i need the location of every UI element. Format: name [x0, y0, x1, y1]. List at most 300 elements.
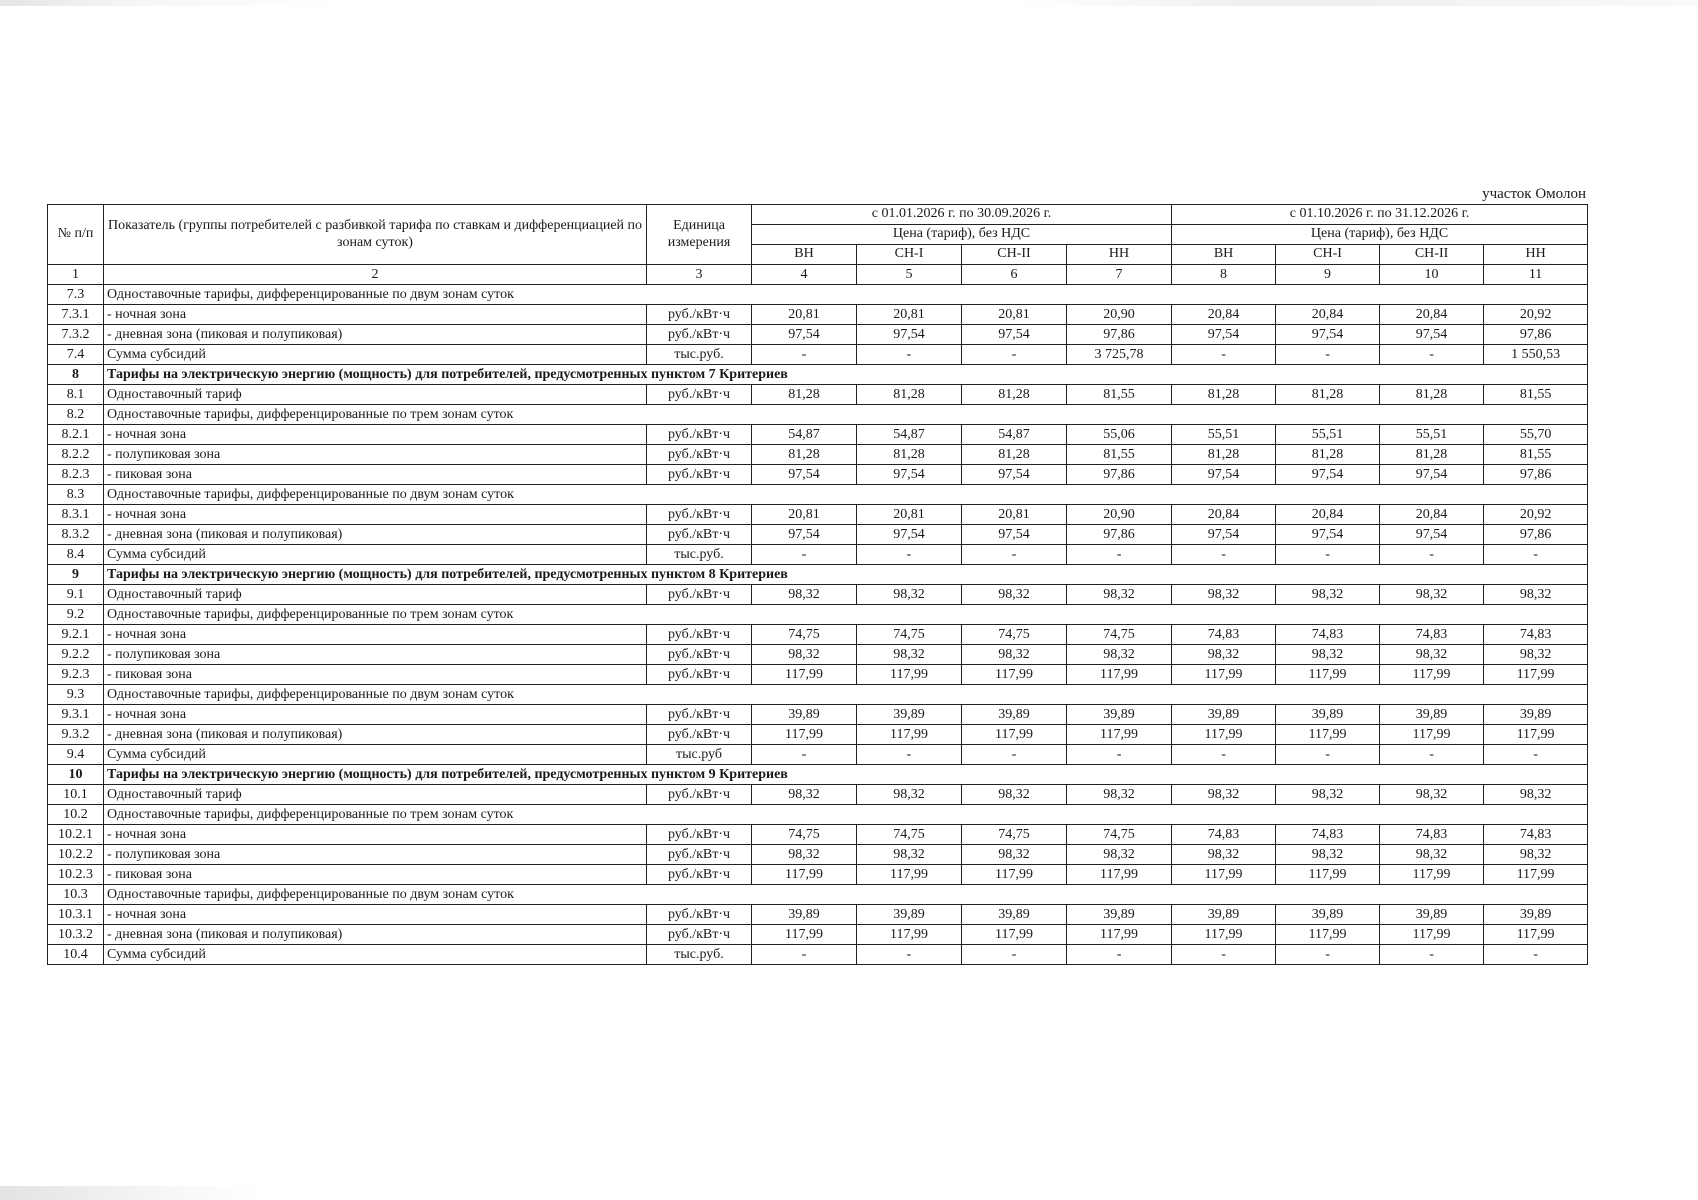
table-row — [48, 785, 1588, 805]
tariff-value: - — [1276, 545, 1380, 565]
row-label: - пиковая зона — [104, 465, 647, 485]
table-body — [48, 265, 1588, 965]
header-price-1: Цена (тариф), без НДС — [752, 225, 1172, 245]
tariff-value: 20,81 — [857, 305, 962, 325]
tariff-value: 117,99 — [1172, 925, 1276, 945]
tariff-value: 97,54 — [857, 325, 962, 345]
tariff-value: 81,55 — [1067, 385, 1172, 405]
group-title: Одноставочные тарифы, дифференцированные по двум зонам суток — [104, 485, 1588, 505]
tariff-value: - — [1380, 345, 1484, 365]
row-label: Сумма субсидий — [104, 545, 647, 565]
tariff-value: 20,92 — [1484, 305, 1588, 325]
table-row — [48, 585, 1588, 605]
header-level: ВН — [1172, 245, 1276, 265]
tariff-value: 117,99 — [752, 725, 857, 745]
tariff-value: 55,51 — [1380, 425, 1484, 445]
tariff-value: 39,89 — [1380, 705, 1484, 725]
tariff-value: 98,32 — [752, 585, 857, 605]
row-number: 10.4 — [48, 945, 104, 965]
row-number: 10.2 — [48, 805, 104, 825]
group-row — [48, 605, 1588, 625]
table-row — [48, 665, 1588, 685]
tariff-value: 74,75 — [962, 825, 1067, 845]
header-level: СН-I — [1276, 245, 1380, 265]
header-level: ВН — [752, 245, 857, 265]
row-number: 7.3.1 — [48, 305, 104, 325]
row-number: 10.2.3 — [48, 865, 104, 885]
tariff-value: 97,54 — [1172, 525, 1276, 545]
section-row — [48, 765, 1588, 785]
row-number: 10.1 — [48, 785, 104, 805]
row-unit: руб./кВт·ч — [647, 665, 752, 685]
column-number: 8 — [1172, 265, 1276, 285]
row-label: Сумма субсидий — [104, 945, 647, 965]
tariff-value: - — [1276, 345, 1380, 365]
tariff-value: 97,54 — [857, 525, 962, 545]
row-unit: руб./кВт·ч — [647, 465, 752, 485]
row-number: 9.4 — [48, 745, 104, 765]
tariff-value: 98,32 — [1172, 585, 1276, 605]
tariff-value: 39,89 — [1172, 705, 1276, 725]
row-unit: руб./кВт·ч — [647, 825, 752, 845]
row-label: - ночная зона — [104, 505, 647, 525]
tariff-value: 117,99 — [752, 865, 857, 885]
row-number: 9.3.2 — [48, 725, 104, 745]
tariff-value: - — [962, 745, 1067, 765]
tariff-value: 97,86 — [1484, 525, 1588, 545]
tariff-value: 39,89 — [857, 705, 962, 725]
tariff-value: 39,89 — [1172, 905, 1276, 925]
tariff-value: 98,32 — [752, 845, 857, 865]
row-number: 10.2.2 — [48, 845, 104, 865]
tariff-value: 97,54 — [962, 325, 1067, 345]
tariff-value: 117,99 — [962, 865, 1067, 885]
tariff-value: 117,99 — [1484, 925, 1588, 945]
scan-edge-top — [0, 0, 1698, 6]
tariff-value: 117,99 — [1484, 865, 1588, 885]
row-label: - дневная зона (пиковая и полупиковая) — [104, 925, 647, 945]
tariff-table — [47, 204, 1588, 965]
tariff-value: 74,75 — [752, 825, 857, 845]
tariff-value: - — [1172, 545, 1276, 565]
row-label: Сумма субсидий — [104, 345, 647, 365]
tariff-value: 74,83 — [1172, 825, 1276, 845]
tariff-value: 97,54 — [1172, 465, 1276, 485]
tariff-value: 74,83 — [1380, 825, 1484, 845]
tariff-value: 98,32 — [1380, 585, 1484, 605]
row-number: 9.1 — [48, 585, 104, 605]
tariff-value: 74,83 — [1276, 825, 1380, 845]
row-number: 9.2.1 — [48, 625, 104, 645]
row-number: 10.3.2 — [48, 925, 104, 945]
tariff-value: 117,99 — [1172, 665, 1276, 685]
tariff-value: 97,54 — [1380, 325, 1484, 345]
group-title: Одноставочные тарифы, дифференцированные по двум зонам суток — [104, 685, 1588, 705]
row-label: - ночная зона — [104, 305, 647, 325]
group-title: Одноставочные тарифы, дифференцированные по трем зонам суток — [104, 405, 1588, 425]
tariff-value: 20,81 — [962, 505, 1067, 525]
row-unit: руб./кВт·ч — [647, 925, 752, 945]
tariff-value: 117,99 — [1067, 925, 1172, 945]
row-unit: руб./кВт·ч — [647, 445, 752, 465]
tariff-value: 117,99 — [857, 665, 962, 685]
row-unit: руб./кВт·ч — [647, 305, 752, 325]
tariff-value: - — [962, 345, 1067, 365]
tariff-value: 117,99 — [752, 665, 857, 685]
tariff-value: - — [857, 345, 962, 365]
row-number: 9.2.2 — [48, 645, 104, 665]
column-number: 11 — [1484, 265, 1588, 285]
tariff-value: - — [1380, 945, 1484, 965]
tariff-value: 98,32 — [1276, 645, 1380, 665]
tariff-value: 20,84 — [1380, 505, 1484, 525]
tariff-value: 97,54 — [752, 465, 857, 485]
tariff-value: - — [962, 545, 1067, 565]
tariff-value: 117,99 — [1276, 925, 1380, 945]
row-unit: тыс.руб — [647, 745, 752, 765]
tariff-value: 39,89 — [1067, 705, 1172, 725]
header-level: СН-II — [962, 245, 1067, 265]
tariff-value: - — [1067, 745, 1172, 765]
tariff-value: 97,54 — [1380, 525, 1484, 545]
tariff-value: 20,84 — [1276, 505, 1380, 525]
table-row — [48, 905, 1588, 925]
section-row — [48, 565, 1588, 585]
tariff-value: - — [1380, 545, 1484, 565]
tariff-value: 74,75 — [857, 825, 962, 845]
column-number: 6 — [962, 265, 1067, 285]
tariff-value: - — [857, 745, 962, 765]
tariff-value: 97,54 — [857, 465, 962, 485]
tariff-value: 117,99 — [857, 725, 962, 745]
tariff-value: - — [1172, 945, 1276, 965]
row-number: 8 — [48, 365, 104, 385]
tariff-value: - — [1067, 945, 1172, 965]
tariff-value: - — [1067, 545, 1172, 565]
tariff-value: 39,89 — [1484, 905, 1588, 925]
tariff-value: - — [857, 945, 962, 965]
tariff-value: - — [1276, 945, 1380, 965]
row-unit: руб./кВт·ч — [647, 525, 752, 545]
table-row — [48, 445, 1588, 465]
row-label: - полупиковая зона — [104, 845, 647, 865]
table-row — [48, 645, 1588, 665]
row-number: 10.3 — [48, 885, 104, 905]
column-number: 4 — [752, 265, 857, 285]
tariff-value: 117,99 — [1067, 665, 1172, 685]
tariff-value: 74,75 — [857, 625, 962, 645]
tariff-value: 98,32 — [857, 845, 962, 865]
row-number: 8.3.1 — [48, 505, 104, 525]
group-title: Одноставочные тарифы, дифференцированные по трем зонам суток — [104, 805, 1588, 825]
tariff-value: 98,32 — [1172, 845, 1276, 865]
tariff-value: 98,32 — [1067, 845, 1172, 865]
tariff-value: 117,99 — [1484, 725, 1588, 745]
tariff-value: - — [752, 345, 857, 365]
table-header — [48, 205, 1588, 265]
tariff-value: - — [1484, 545, 1588, 565]
row-label: - дневная зона (пиковая и полупиковая) — [104, 525, 647, 545]
tariff-value: 98,32 — [1380, 845, 1484, 865]
tariff-value: 74,75 — [1067, 825, 1172, 845]
table-row — [48, 325, 1588, 345]
header-period-2: с 01.10.2026 г. по 31.12.2026 г. — [1172, 205, 1588, 225]
group-row — [48, 405, 1588, 425]
row-label: - ночная зона — [104, 705, 647, 725]
table-row — [48, 305, 1588, 325]
tariff-value: 117,99 — [1484, 665, 1588, 685]
row-number: 9.3.1 — [48, 705, 104, 725]
group-title: Одноставочные тарифы, дифференцированные по двум зонам суток — [104, 285, 1588, 305]
table-row — [48, 525, 1588, 545]
column-number: 5 — [857, 265, 962, 285]
tariff-value: 98,32 — [962, 645, 1067, 665]
row-number: 8.2.1 — [48, 425, 104, 445]
row-number: 8.1 — [48, 385, 104, 405]
group-row — [48, 485, 1588, 505]
tariff-value: 117,99 — [962, 925, 1067, 945]
tariff-value: 98,32 — [962, 845, 1067, 865]
tariff-value: 74,75 — [1067, 625, 1172, 645]
row-number: 9.3 — [48, 685, 104, 705]
row-number: 10.2.1 — [48, 825, 104, 845]
row-label: - ночная зона — [104, 625, 647, 645]
tariff-value: - — [1276, 745, 1380, 765]
tariff-value: 20,81 — [857, 505, 962, 525]
tariff-value: 20,84 — [1380, 305, 1484, 325]
tariff-value: 97,86 — [1067, 525, 1172, 545]
tariff-value: 74,83 — [1484, 625, 1588, 645]
tariff-value: - — [752, 545, 857, 565]
tariff-value: 81,28 — [1276, 385, 1380, 405]
column-number-row — [48, 265, 1588, 285]
header-unit: Единица измерения — [647, 205, 752, 265]
row-unit: руб./кВт·ч — [647, 325, 752, 345]
tariff-value: 81,28 — [857, 445, 962, 465]
column-number: 7 — [1067, 265, 1172, 285]
tariff-value: 98,32 — [1484, 645, 1588, 665]
header-level: НН — [1067, 245, 1172, 265]
column-number: 2 — [104, 265, 647, 285]
table-row — [48, 945, 1588, 965]
row-unit: руб./кВт·ч — [647, 625, 752, 645]
header-num: № п/п — [48, 205, 104, 265]
row-unit: тыс.руб. — [647, 345, 752, 365]
tariff-value: 20,84 — [1172, 505, 1276, 525]
tariff-value: 117,99 — [1380, 725, 1484, 745]
row-label: - ночная зона — [104, 905, 647, 925]
tariff-value: 81,55 — [1484, 385, 1588, 405]
tariff-value: 98,32 — [1172, 645, 1276, 665]
row-label: Одноставочный тариф — [104, 785, 647, 805]
row-number: 8.2 — [48, 405, 104, 425]
tariff-value: 20,81 — [752, 505, 857, 525]
tariff-value: 98,32 — [752, 645, 857, 665]
tariff-value: 117,99 — [1067, 865, 1172, 885]
tariff-value: 117,99 — [1276, 865, 1380, 885]
tariff-value: 117,99 — [1172, 725, 1276, 745]
tariff-value: 20,81 — [752, 305, 857, 325]
tariff-value: 74,83 — [1484, 825, 1588, 845]
row-number: 7.4 — [48, 345, 104, 365]
table-row — [48, 505, 1588, 525]
row-label: Одноставочный тариф — [104, 585, 647, 605]
tariff-value: 74,83 — [1380, 625, 1484, 645]
tariff-value: 81,28 — [1380, 445, 1484, 465]
tariff-value: 97,86 — [1067, 325, 1172, 345]
row-unit: тыс.руб. — [647, 945, 752, 965]
tariff-value: 54,87 — [752, 425, 857, 445]
column-number: 9 — [1276, 265, 1380, 285]
tariff-value: 39,89 — [1276, 905, 1380, 925]
row-unit: руб./кВт·ч — [647, 785, 752, 805]
header-price-2: Цена (тариф), без НДС — [1172, 225, 1588, 245]
group-title: Одноставочные тарифы, дифференцированные по трем зонам суток — [104, 605, 1588, 625]
table-row — [48, 385, 1588, 405]
tariff-value: 98,32 — [857, 645, 962, 665]
table-row — [48, 745, 1588, 765]
tariff-value: 39,89 — [962, 705, 1067, 725]
tariff-value: 117,99 — [1276, 725, 1380, 745]
tariff-value: 117,99 — [1172, 865, 1276, 885]
group-title: Одноставочные тарифы, дифференцированные по двум зонам суток — [104, 885, 1588, 905]
table-row — [48, 625, 1588, 645]
section-title: Тарифы на электрическую энергию (мощность) для потребителей, предусмотренных пунктом 9 Критериев — [104, 765, 1588, 785]
row-unit: руб./кВт·ч — [647, 725, 752, 745]
table-row — [48, 865, 1588, 885]
tariff-value: 98,32 — [1380, 645, 1484, 665]
row-number: 9.2 — [48, 605, 104, 625]
tariff-value: 98,32 — [962, 785, 1067, 805]
tariff-value: 81,28 — [1380, 385, 1484, 405]
row-number: 8.3 — [48, 485, 104, 505]
row-unit: руб./кВт·ч — [647, 505, 752, 525]
row-label: - пиковая зона — [104, 665, 647, 685]
tariff-value: 81,28 — [962, 385, 1067, 405]
row-label: - пиковая зона — [104, 865, 647, 885]
group-row — [48, 285, 1588, 305]
tariff-value: 117,99 — [962, 725, 1067, 745]
tariff-value: 97,54 — [752, 325, 857, 345]
tariff-value: 98,32 — [1276, 585, 1380, 605]
tariff-value: - — [752, 945, 857, 965]
row-label: - дневная зона (пиковая и полупиковая) — [104, 325, 647, 345]
tariff-value: 117,99 — [857, 865, 962, 885]
tariff-value: 54,87 — [857, 425, 962, 445]
tariff-value: 74,75 — [752, 625, 857, 645]
tariff-value: - — [1380, 745, 1484, 765]
tariff-value: 54,87 — [962, 425, 1067, 445]
tariff-value: 39,89 — [1276, 705, 1380, 725]
row-label: - дневная зона (пиковая и полупиковая) — [104, 725, 647, 745]
group-row — [48, 685, 1588, 705]
row-label: - ночная зона — [104, 425, 647, 445]
tariff-value: 117,99 — [1067, 725, 1172, 745]
table-row — [48, 825, 1588, 845]
tariff-value: 20,92 — [1484, 505, 1588, 525]
row-unit: руб./кВт·ч — [647, 865, 752, 885]
row-number: 9.2.3 — [48, 665, 104, 685]
tariff-value: 39,89 — [752, 705, 857, 725]
table-row — [48, 925, 1588, 945]
tariff-value: 81,55 — [1067, 445, 1172, 465]
column-number: 1 — [48, 265, 104, 285]
tariff-value: 81,28 — [1276, 445, 1380, 465]
table-row — [48, 545, 1588, 565]
tariff-value: 20,84 — [1276, 305, 1380, 325]
tariff-value: 55,51 — [1172, 425, 1276, 445]
header-period-1: с 01.01.2026 г. по 30.09.2026 г. — [752, 205, 1172, 225]
header-indicator: Показатель (группы потребителей с разбивкой тарифа по ставкам и дифференциацией по зонам суток) — [104, 205, 647, 265]
row-number: 8.2.2 — [48, 445, 104, 465]
tariff-value: 97,54 — [752, 525, 857, 545]
tariff-value: 81,28 — [752, 445, 857, 465]
tariff-value: 98,32 — [1484, 585, 1588, 605]
row-label: - полупиковая зона — [104, 445, 647, 465]
table-row — [48, 345, 1588, 365]
tariff-value: - — [1172, 745, 1276, 765]
tariff-value: - — [752, 745, 857, 765]
row-number: 9 — [48, 565, 104, 585]
tariff-value: 20,90 — [1067, 305, 1172, 325]
table-row — [48, 845, 1588, 865]
row-number: 7.3 — [48, 285, 104, 305]
scan-edge-bottom — [0, 1186, 260, 1200]
row-number: 8.2.3 — [48, 465, 104, 485]
tariff-value: 74,75 — [962, 625, 1067, 645]
tariff-value: 98,32 — [1067, 585, 1172, 605]
header-level: СН-II — [1380, 245, 1484, 265]
section-title: Тарифы на электрическую энергию (мощность) для потребителей, предусмотренных пунктом 7 Критериев — [104, 365, 1588, 385]
tariff-value: 97,54 — [962, 525, 1067, 545]
row-number: 10.3.1 — [48, 905, 104, 925]
tariff-value: 117,99 — [1380, 865, 1484, 885]
tariff-value: 98,32 — [1276, 785, 1380, 805]
tariff-value: 81,28 — [1172, 445, 1276, 465]
tariff-value: 98,32 — [1484, 845, 1588, 865]
tariff-value: 117,99 — [857, 925, 962, 945]
row-unit: руб./кВт·ч — [647, 705, 752, 725]
tariff-value: 3 725,78 — [1067, 345, 1172, 365]
tariff-value: 97,86 — [1067, 465, 1172, 485]
tariff-value: 97,54 — [962, 465, 1067, 485]
tariff-value: - — [1172, 345, 1276, 365]
row-number: 7.3.2 — [48, 325, 104, 345]
tariff-value: 55,51 — [1276, 425, 1380, 445]
tariff-value: 39,89 — [752, 905, 857, 925]
tariff-value: - — [857, 545, 962, 565]
tariff-value: - — [962, 945, 1067, 965]
region-label: участок Омолон — [1482, 186, 1586, 202]
header-level: СН-I — [857, 245, 962, 265]
tariff-value: 98,32 — [962, 585, 1067, 605]
table-row — [48, 725, 1588, 745]
row-label: - полупиковая зона — [104, 645, 647, 665]
row-number: 8.4 — [48, 545, 104, 565]
group-row — [48, 805, 1588, 825]
tariff-value: 20,81 — [962, 305, 1067, 325]
tariff-value: 98,32 — [752, 785, 857, 805]
row-number: 10 — [48, 765, 104, 785]
column-number: 3 — [647, 265, 752, 285]
tariff-value: 39,89 — [1067, 905, 1172, 925]
tariff-value: 98,32 — [857, 585, 962, 605]
tariff-value: 97,54 — [1172, 325, 1276, 345]
tariff-value: 81,28 — [1172, 385, 1276, 405]
table-row — [48, 465, 1588, 485]
tariff-value: 117,99 — [1380, 925, 1484, 945]
tariff-value: 81,28 — [857, 385, 962, 405]
